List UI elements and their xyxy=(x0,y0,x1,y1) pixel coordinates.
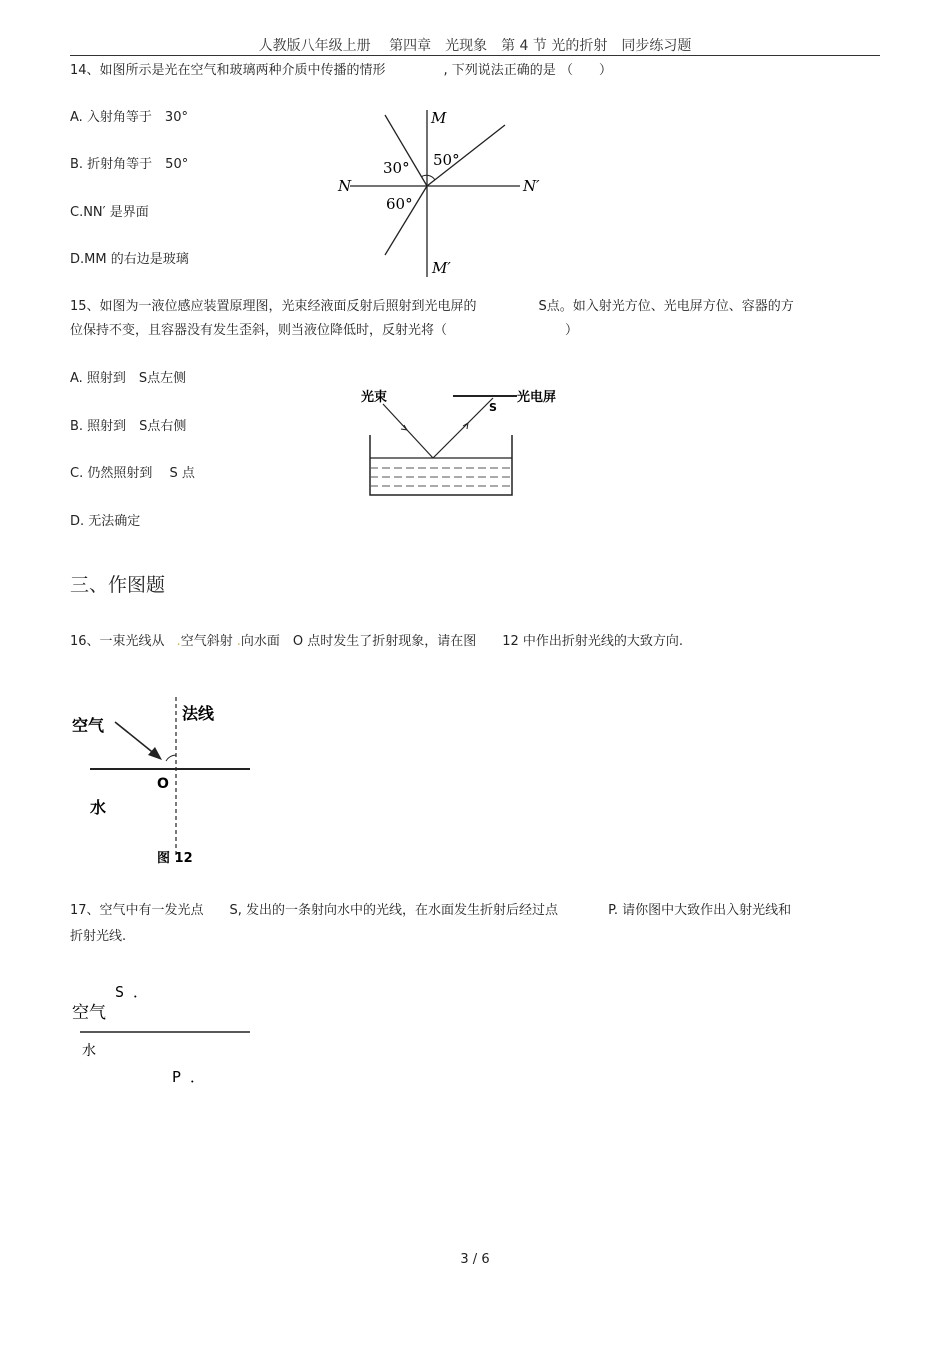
incident-ray xyxy=(115,722,156,755)
q15-option-c: C. 仍然照射到 S 点 xyxy=(70,466,195,481)
q14-option-a: A. 入射角等于 30° xyxy=(70,110,188,125)
water-label: 水 xyxy=(90,798,107,817)
page-header: 人教版八年级上册 第四章 光现象 第 4 节 光的折射 同步练习题 xyxy=(258,38,692,54)
q15-stem-line1-b: S点。如入射光方位、光电屏方位、容器的方 xyxy=(538,299,794,314)
label-n: N xyxy=(338,177,352,195)
q14-stem-b: , 下列说法正确的是 （ ） xyxy=(443,63,612,78)
beam-label: 光束 xyxy=(361,390,388,405)
angle-arc xyxy=(166,755,176,761)
q16-stem-p1: 16、一束光线从 xyxy=(70,634,165,649)
q15-option-d: D. 无法确定 xyxy=(70,514,141,529)
figure-caption: 图 12 xyxy=(157,851,193,866)
q15-stem-line2-b: ） xyxy=(565,323,579,338)
screen-label: 光电屏 xyxy=(517,390,557,405)
label-n-prime: N′ xyxy=(523,177,540,195)
p-point-label: P ． xyxy=(172,1068,206,1086)
angle-30-label: 30° xyxy=(383,159,410,177)
q14-stem-a: 14、如图所示是光在空气和玻璃两种介质中传播的情形 xyxy=(70,63,386,78)
point-o-label: O xyxy=(157,776,169,792)
normal-label: 法线 xyxy=(182,704,215,723)
header-divider xyxy=(70,55,880,56)
water-label: 水 xyxy=(82,1043,96,1059)
reflected-beam xyxy=(433,398,493,458)
q14-refraction-figure xyxy=(330,105,560,285)
incident-arrowhead xyxy=(148,747,162,760)
angle-60-label: 60° xyxy=(386,195,413,213)
q14-option-c: C.NN′ 是界面 xyxy=(70,205,149,220)
q15-stem-line1-a: 15、如图为一液位感应装置原理图，光束经液面反射后照射到光电屏的 xyxy=(70,299,477,314)
s-point-label: S xyxy=(489,401,497,414)
q17-stem-line1-a: 17、空气中有一发光点 S, 发出的一条射向水中的光线，在水面发生折射后经过点 xyxy=(70,903,559,918)
label-m: M xyxy=(431,109,447,127)
q16-stem-p2: 空气斜射 xyxy=(180,634,233,649)
air-label: 空气 xyxy=(72,716,105,735)
q15-option-a: A. 照射到 S点左侧 xyxy=(70,371,187,386)
page-number: 3 / 6 xyxy=(460,1252,490,1267)
air-label: 空气 xyxy=(72,1003,106,1023)
angle-50-label: 50° xyxy=(433,151,460,169)
q15-stem-line2 xyxy=(70,322,578,340)
q15-stem-line1 xyxy=(70,298,794,316)
q16-stem xyxy=(70,633,683,651)
q14-option-b: B. 折射角等于 50° xyxy=(70,157,189,172)
q15-level-sensor-figure xyxy=(355,380,575,505)
q16-dot-2: . xyxy=(236,634,241,649)
q16-figure-12 xyxy=(70,695,260,870)
q16-dot-1: . xyxy=(176,634,181,649)
s-point-label: S ． xyxy=(115,983,149,1001)
q17-stem-line1-b: P. 请你图中大致作出入射光线和 xyxy=(608,903,792,918)
label-m-prime: M′ xyxy=(432,259,451,277)
q17-stem-line2: 折射光线. xyxy=(70,929,127,944)
section-title: 三、作图题 xyxy=(70,574,166,596)
q15-stem-line2-a: 位保持不变，且容器没有发生歪斜，则当液位降低时，反射光将（ xyxy=(70,323,448,338)
q14-stem xyxy=(70,62,612,80)
q17-stem-line1 xyxy=(70,902,791,920)
q14-option-d: D.MM 的右边是玻璃 xyxy=(70,252,189,267)
q17-figure xyxy=(70,975,260,1095)
q15-option-b: B. 照射到 S点右侧 xyxy=(70,419,187,434)
q16-stem-p3: 向水面 O 点时发生了折射现象，请在图 12 中作出折射光线的大致方向. xyxy=(240,634,684,649)
incident-beam xyxy=(383,404,433,458)
